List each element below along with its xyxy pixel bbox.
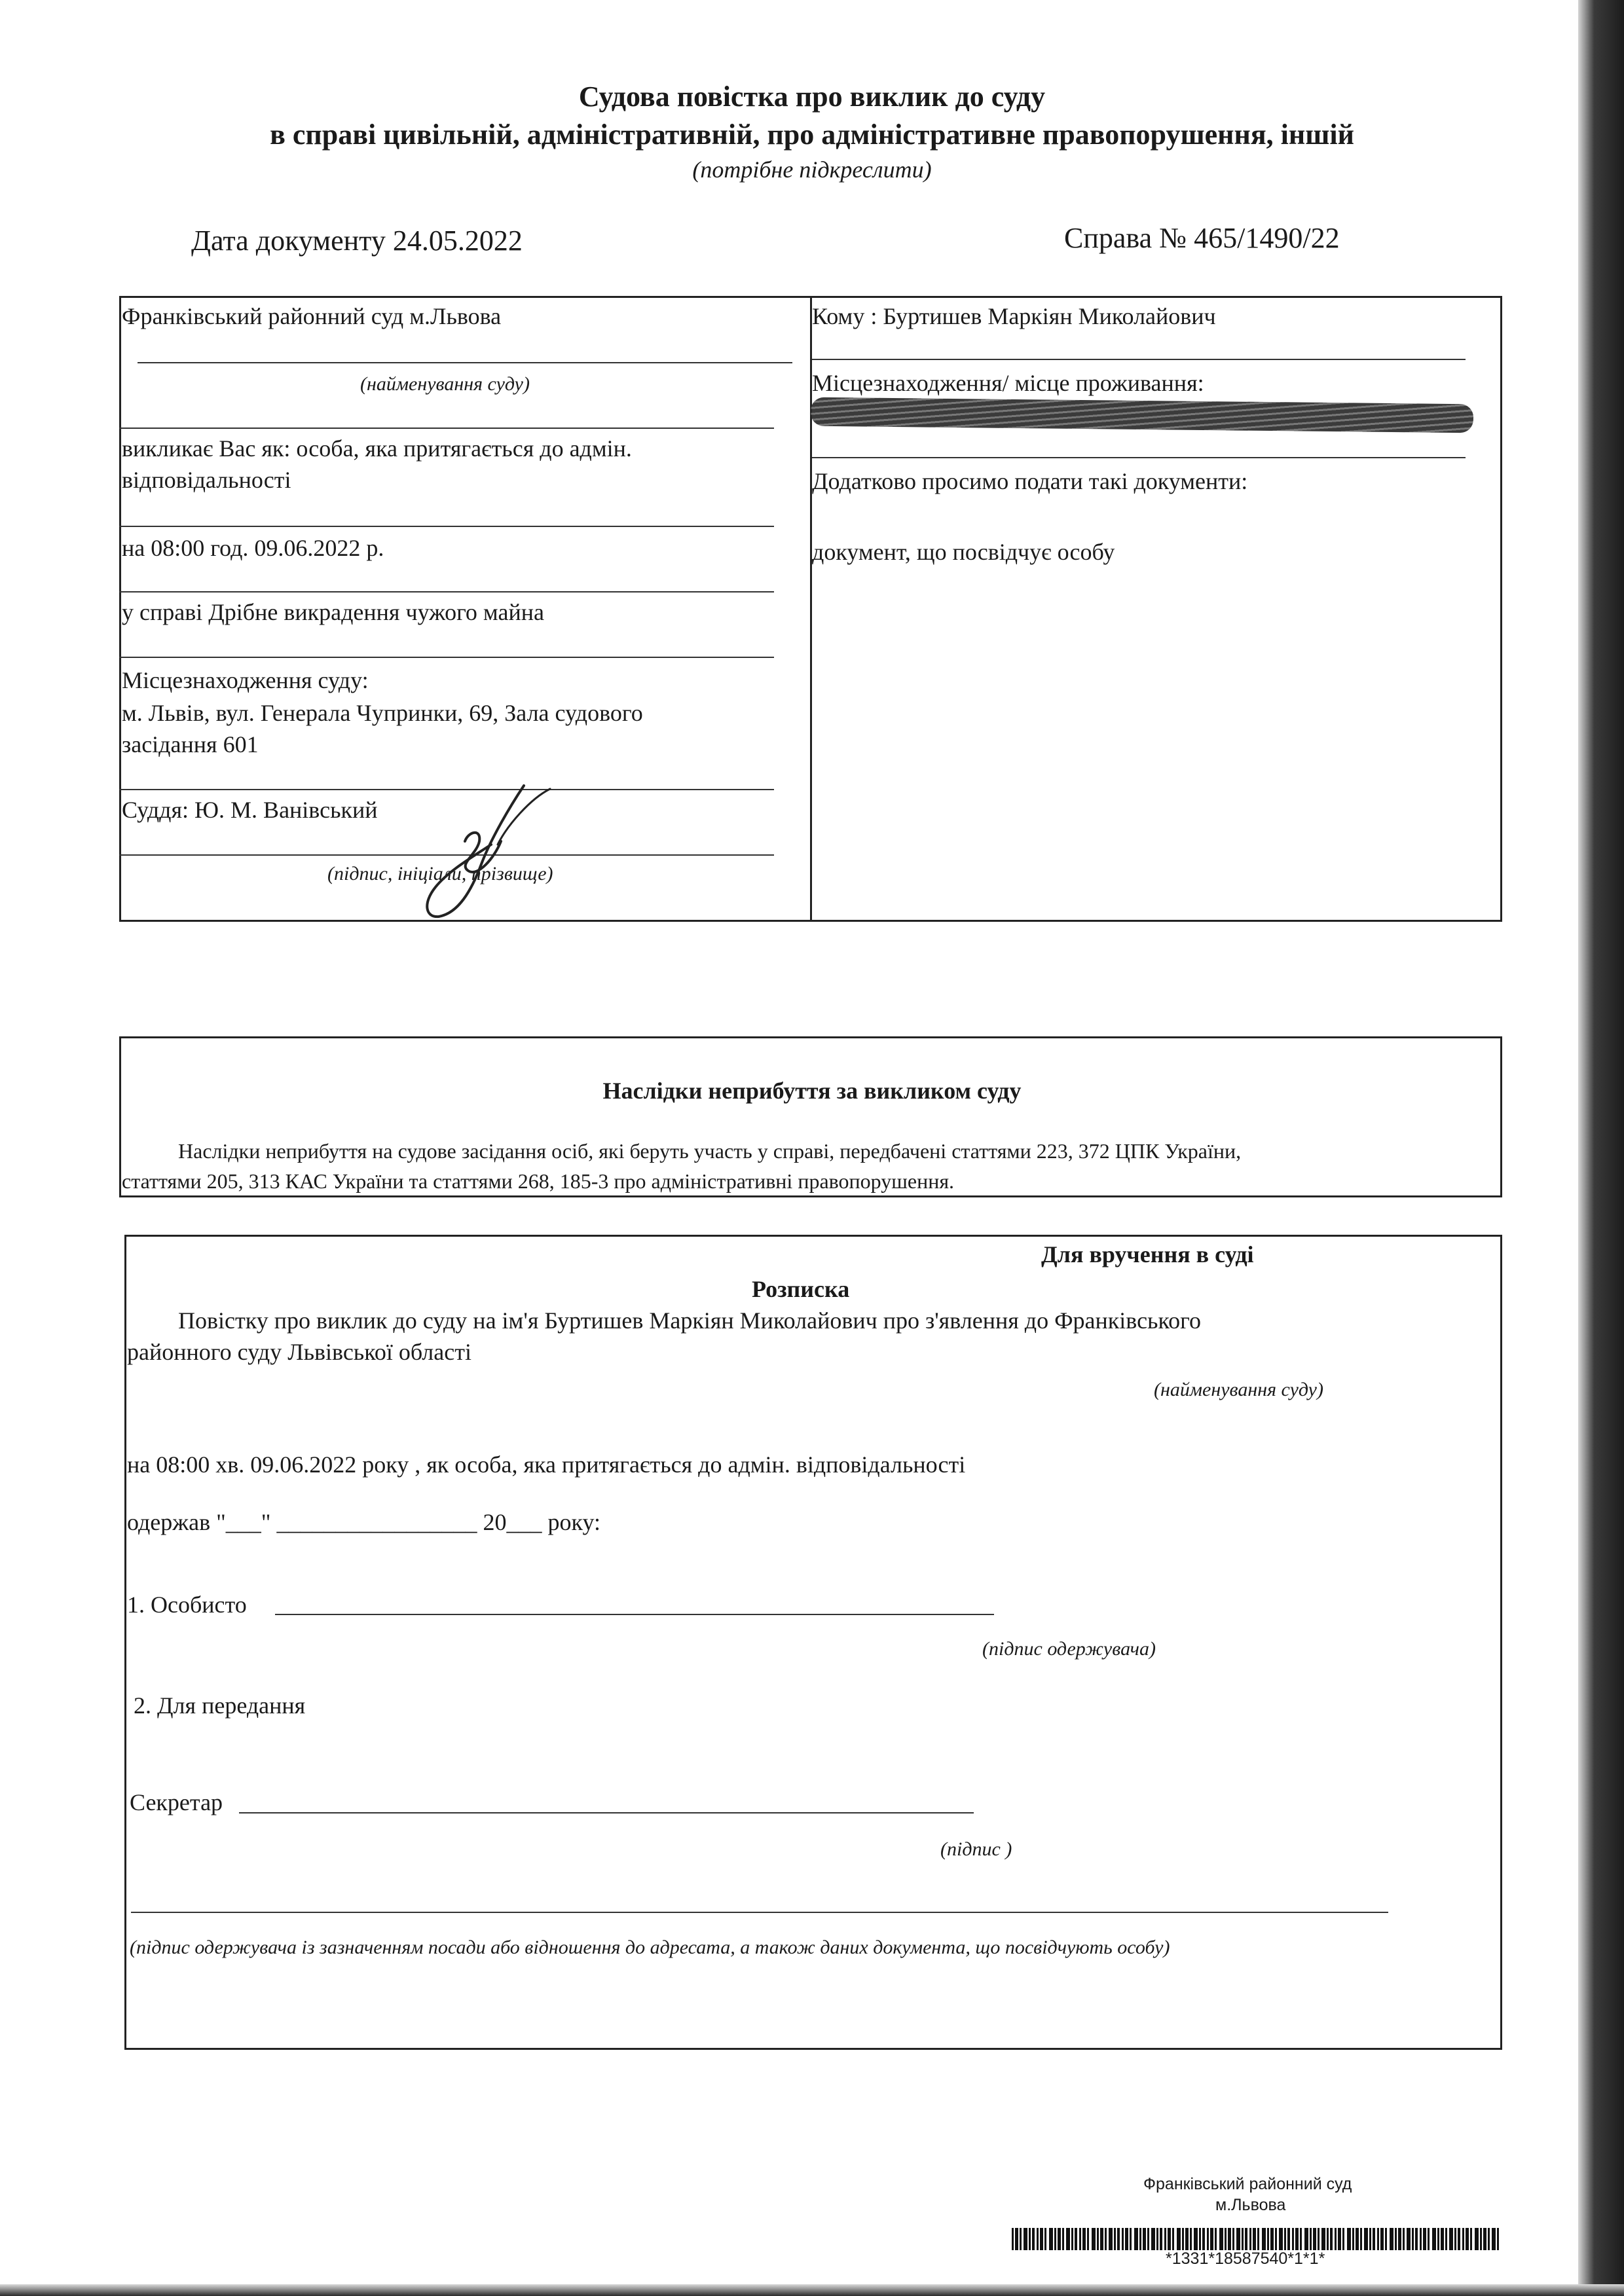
divider-line <box>119 591 774 592</box>
barcode-bar <box>1310 2228 1312 2250</box>
barcode-bar <box>1292 2228 1294 2250</box>
barcode-bar <box>1257 2228 1259 2250</box>
residence-label: Місцезнаходження/ місце проживання: <box>812 370 1204 396</box>
recipient-name: Кому : Буртишев Маркіян Миколайович <box>812 303 1216 329</box>
barcode-bar <box>1338 2228 1341 2250</box>
barcode-bar <box>1497 2228 1499 2250</box>
barcode-bar <box>1445 2228 1447 2250</box>
secretary-signature-line <box>239 1812 974 1813</box>
barcode-bar <box>1415 2228 1418 2250</box>
receipt-title: Розписка <box>752 1276 850 1302</box>
barcode <box>1012 2228 1503 2250</box>
divider-line <box>119 657 774 658</box>
signature-caption: (підпис, ініціали, прізвище) <box>327 863 553 884</box>
barcode-bar <box>1044 2228 1046 2250</box>
court-location-label: Місцезнаходження суду: <box>122 667 369 693</box>
barcode-bar <box>1342 2228 1344 2250</box>
barcode-bar <box>1403 2228 1405 2250</box>
barcode-bar <box>1275 2228 1277 2250</box>
barcode-bar <box>1437 2228 1439 2250</box>
consequences-title: Наслідки неприбуття за викликом суду <box>602 1078 1022 1104</box>
barcode-bar <box>1232 2228 1234 2250</box>
court-stamp-line1: Франківський районний суд <box>1143 2175 1352 2193</box>
barcode-bar <box>1360 2228 1362 2250</box>
barcode-bar <box>1079 2228 1081 2250</box>
barcode-bar <box>1182 2228 1184 2250</box>
barcode-bar <box>1071 2228 1073 2250</box>
barcode-bar <box>1219 2228 1223 2250</box>
case-subject: у справі Дрібне викрадення чужого майна <box>122 599 544 625</box>
barcode-bar <box>1380 2228 1384 2250</box>
barcode-bar <box>1428 2228 1430 2250</box>
title-line-2: в справі цивільній, адміністративній, про адміністративне правопорушення, іншій <box>270 118 1354 151</box>
barcode-bar <box>1114 2228 1116 2250</box>
barcode-bar <box>1117 2228 1120 2250</box>
barcode-bar <box>1390 2228 1393 2250</box>
court-stamp-line2: м.Львова <box>1215 2196 1286 2214</box>
item-for-transfer: 2. Для передання <box>134 1692 306 1719</box>
barcode-bar <box>1470 2228 1472 2250</box>
barcode-bar <box>1492 2228 1496 2250</box>
barcode-bar <box>1109 2228 1113 2250</box>
secretary-caption: (підпис ) <box>940 1838 1012 1860</box>
barcode-bar <box>1483 2228 1486 2250</box>
barcode-bar <box>1024 2228 1027 2250</box>
barcode-bar <box>1075 2228 1077 2250</box>
barcode-bar <box>1330 2228 1333 2250</box>
barcode-bar <box>1423 2228 1426 2250</box>
barcode-bar <box>1215 2228 1217 2250</box>
barcode-bar <box>1097 2228 1099 2250</box>
barcode-bar <box>1092 2228 1096 2250</box>
barcode-bar <box>1262 2228 1266 2250</box>
barcode-bar <box>1369 2228 1371 2250</box>
barcode-bar <box>1210 2228 1213 2250</box>
barcode-bar <box>1190 2228 1192 2250</box>
barcode-bar <box>1356 2228 1359 2250</box>
barcode-bar <box>1454 2228 1456 2250</box>
secretary-label: Секретар <box>130 1789 223 1815</box>
barcode-bar <box>1082 2228 1086 2250</box>
barcode-bar <box>1160 2228 1162 2250</box>
barcode-bar <box>1066 2228 1070 2250</box>
receipt-court-caption: (найменування суду) <box>1154 1379 1323 1400</box>
barcode-bar <box>1242 2228 1244 2250</box>
barcode-bar <box>1267 2228 1269 2250</box>
barcode-bar <box>1249 2228 1251 2250</box>
barcode-bar <box>1304 2228 1308 2250</box>
divider-line <box>138 362 792 363</box>
barcode-bar <box>1279 2228 1283 2250</box>
barcode-bar <box>1172 2228 1174 2250</box>
barcode-bar <box>1194 2228 1198 2250</box>
personal-signature-line <box>275 1614 994 1615</box>
barcode-bar <box>1236 2228 1240 2250</box>
receipt-line-1: Повістку про виклик до суду на ім'я Буртишев Маркіян Миколайович про з'явлення до Франківського <box>178 1307 1202 1334</box>
barcode-bar <box>1134 2228 1138 2250</box>
barcode-bar <box>1058 2228 1061 2250</box>
divider-line <box>119 428 774 429</box>
consequences-text-2: статтями 205, 313 КАС України та статтями 268, 185-3 про адміністративні правопорушення. <box>122 1169 955 1193</box>
barcode-bar <box>1466 2228 1469 2250</box>
barcode-text: *1331*18587540*1*1* <box>1166 2250 1325 2268</box>
barcode-bar <box>1029 2228 1031 2250</box>
title-line-1: Судова повістка про виклик до суду <box>578 81 1046 113</box>
documents-item: документ, що посвідчує особу <box>812 539 1115 565</box>
for-court-label: Для вручення в суді <box>1041 1241 1254 1267</box>
called-as-cont: відповідальності <box>122 467 291 493</box>
barcode-bar <box>1373 2228 1375 2250</box>
barcode-bar <box>1432 2228 1436 2250</box>
barcode-bar <box>1062 2228 1064 2250</box>
barcode-bar <box>1407 2228 1411 2250</box>
barcode-bar <box>1412 2228 1414 2250</box>
document-date: Дата документу 24.05.2022 <box>191 225 523 257</box>
barcode-bar <box>1385 2228 1387 2250</box>
court-name-caption: (найменування суду) <box>360 373 530 395</box>
barcode-bar <box>1177 2228 1181 2250</box>
barcode-bar <box>1228 2228 1231 2250</box>
barcode-bar <box>1245 2228 1247 2250</box>
handwritten-signature <box>419 779 570 923</box>
scan-edge-shadow <box>1578 0 1624 2296</box>
barcode-bar <box>1335 2228 1337 2250</box>
barcode-bar <box>1199 2228 1201 2250</box>
barcode-bar <box>1352 2228 1354 2250</box>
item-personally: 1. Особисто <box>127 1592 247 1618</box>
barcode-bar <box>1395 2228 1397 2250</box>
barcode-bar <box>1087 2228 1089 2250</box>
documents-request: Додатково просимо подати такі документи: <box>812 468 1248 494</box>
barcode-bar <box>1313 2228 1316 2250</box>
barcode-bar <box>1449 2228 1453 2250</box>
barcode-bar <box>1049 2228 1053 2250</box>
barcode-bar <box>1020 2228 1022 2250</box>
barcode-bar <box>1122 2228 1124 2250</box>
barcode-bar <box>1185 2228 1189 2250</box>
barcode-bar <box>1270 2228 1274 2250</box>
barcode-bar <box>1458 2228 1460 2250</box>
barcode-bar <box>1253 2228 1256 2250</box>
barcode-bar <box>1164 2228 1166 2250</box>
court-location-line1: м. Львів, вул. Генерала Чупринки, 69, Зала судового <box>122 700 643 726</box>
barcode-bar <box>1054 2228 1056 2250</box>
item-personally-caption: (підпис одержувача) <box>982 1638 1156 1660</box>
barcode-bar <box>1347 2228 1351 2250</box>
barcode-bar <box>1151 2228 1155 2250</box>
barcode-bar <box>1364 2228 1368 2250</box>
called-as: викликає Вас як: особа, яка притягається до адмін. <box>122 435 632 462</box>
barcode-bar <box>1040 2228 1043 2250</box>
barcode-bar <box>1420 2228 1422 2250</box>
barcode-bar <box>1105 2228 1107 2250</box>
barcode-bar <box>1318 2228 1320 2250</box>
court-location-line2: засідання 601 <box>122 731 259 757</box>
barcode-bar <box>1032 2228 1035 2250</box>
scan-edge-shadow-bottom <box>0 2284 1624 2296</box>
divider-line <box>812 457 1466 458</box>
barcode-bar <box>1441 2228 1444 2250</box>
barcode-bar <box>1321 2228 1325 2250</box>
barcode-bar <box>1488 2228 1490 2250</box>
barcode-bar <box>1012 2228 1014 2250</box>
barcode-bar <box>1398 2228 1401 2250</box>
judge-name: Суддя: Ю. М. Ванівський <box>122 797 378 823</box>
court-name: Франківський районний суд м.Львова <box>122 303 502 329</box>
barcode-bar <box>1475 2228 1479 2250</box>
barcode-bar <box>1125 2228 1128 2250</box>
recipient-signature-line <box>131 1912 1388 1913</box>
barcode-bar <box>1225 2228 1227 2250</box>
barcode-bar <box>1143 2228 1146 2250</box>
barcode-bar <box>1300 2228 1302 2250</box>
recipient-caption: (підпис одержувача із зазначенням посади або відношення до адресата, а також даних документа, що посвідчують особу) <box>130 1937 1170 1958</box>
underline-note: (потрібне підкреслити) <box>692 156 932 183</box>
hearing-time: на 08:00 год. 09.06.2022 р. <box>122 535 384 561</box>
barcode-bar <box>1037 2228 1039 2250</box>
barcode-bar <box>1139 2228 1141 2250</box>
divider-line <box>812 359 1466 360</box>
barcode-bar <box>1287 2228 1290 2250</box>
barcode-bar <box>1015 2228 1018 2250</box>
barcode-bar <box>1100 2228 1103 2250</box>
barcode-bar <box>1377 2228 1379 2250</box>
barcode-bar <box>1327 2228 1329 2250</box>
received-line: одержав "___" _________________ 20___ року: <box>127 1509 601 1535</box>
barcode-bar <box>1480 2228 1482 2250</box>
receipt-line-2: районного суду Львівської області <box>127 1339 471 1365</box>
barcode-bar <box>1207 2228 1209 2250</box>
barcode-bar <box>1168 2228 1171 2250</box>
barcode-bar <box>1202 2228 1205 2250</box>
barcode-bar <box>1284 2228 1286 2250</box>
barcode-bar <box>1462 2228 1464 2250</box>
receipt-time-line: на 08:00 хв. 09.06.2022 року , як особа, яка притягається до адмін. відповідальності <box>127 1451 966 1478</box>
case-number: Справа № 465/1490/22 <box>1064 222 1340 254</box>
barcode-bar <box>1130 2228 1132 2250</box>
barcode-bar <box>1156 2228 1158 2250</box>
barcode-bar <box>1147 2228 1149 2250</box>
divider-line <box>119 526 774 527</box>
consequences-text-1: Наслідки неприбуття на судове засідання осіб, які беруть участь у справі, передбачені статтями 223, 372 ЦПК України, <box>178 1139 1242 1163</box>
barcode-bar <box>1295 2228 1299 2250</box>
